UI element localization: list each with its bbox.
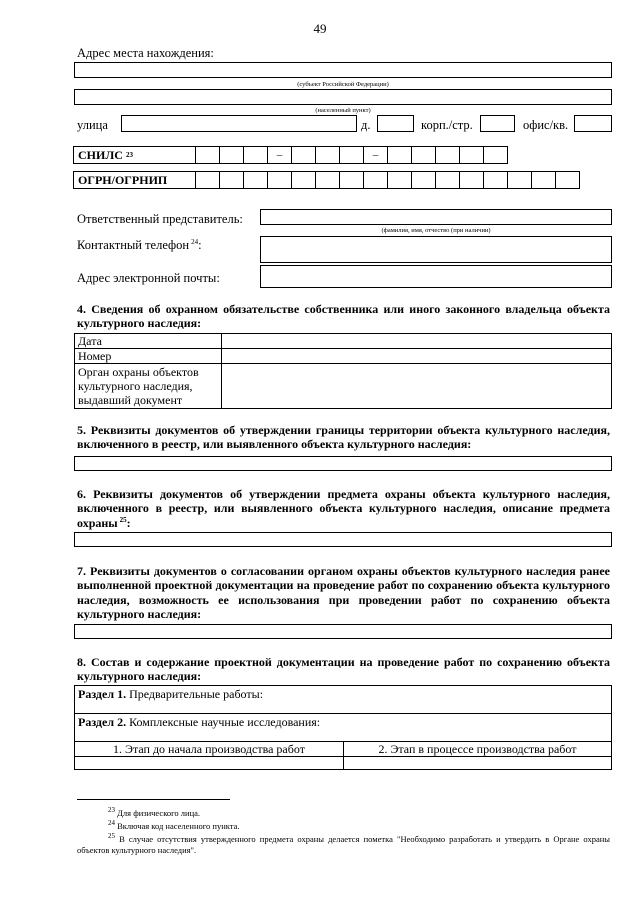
snils-digit[interactable] — [315, 146, 340, 164]
section8-table — [74, 685, 612, 770]
table-row — [75, 686, 612, 714]
part1-text: Предварительные работы: — [129, 687, 264, 701]
date-field[interactable] — [222, 334, 612, 349]
office-field[interactable] — [574, 115, 612, 132]
representative-label: Ответственный представитель: — [77, 212, 243, 226]
row-label-number: Номер — [75, 349, 222, 364]
footnote-24 — [108, 821, 240, 832]
footnote-num: 24 — [108, 819, 115, 828]
snils-dash: – — [363, 146, 388, 164]
footnote-divider — [77, 799, 230, 800]
snils-digit[interactable] — [387, 146, 412, 164]
ogrn-digit[interactable] — [243, 171, 268, 189]
email-field[interactable] — [260, 265, 612, 288]
building-field[interactable] — [480, 115, 515, 132]
snils-label: СНИЛС — [78, 147, 123, 162]
footnote-text: Включая код населенного пункта. — [117, 821, 240, 831]
snils-digit[interactable] — [243, 146, 268, 164]
section7-title: 7. Реквизиты документов о согласовании органом охраны объектов культурного наследия ранее выполненной проектной документации на проведение работ по сохранению объекта культурного наследия, возможность ее использования при проведении работ по сохранению объекта культурного наследия: — [77, 564, 610, 622]
subject-field[interactable] — [74, 62, 612, 78]
street-label: улица — [77, 118, 108, 132]
number-field[interactable] — [222, 349, 612, 364]
table-row — [75, 349, 612, 364]
stage1-field[interactable] — [75, 757, 344, 770]
ogrn-digit[interactable] — [291, 171, 316, 189]
house-field[interactable] — [377, 115, 414, 132]
ogrn-digit[interactable] — [531, 171, 556, 189]
phone-label-text: Контактный телефон — [77, 238, 190, 252]
row-label-authority: Орган охраны объектов культурного наследия, выдавший документ — [75, 364, 222, 409]
footnote-num: 25 — [108, 832, 115, 841]
snils-label-cell: СНИЛС 23 — [73, 146, 196, 164]
authority-field[interactable] — [222, 364, 612, 409]
snils-digit[interactable] — [339, 146, 364, 164]
section5-field[interactable] — [74, 456, 612, 471]
footnote-text: В случае отсутствия утвержденного предмета охраны делается пометка "Необходимо разработать и утвердить в Органе охраны объектов культурного наследия". — [77, 834, 610, 855]
part1-bold: Раздел 1. — [78, 687, 127, 701]
stage2-field[interactable] — [344, 757, 612, 770]
ogrn-digit[interactable] — [507, 171, 532, 189]
ogrn-digit[interactable] — [459, 171, 484, 189]
ogrn-digit[interactable] — [267, 171, 292, 189]
footnote-25 — [77, 834, 610, 855]
section4-table — [74, 333, 612, 409]
section8-title: 8. Состав и содержание проектной документации на проведение работ по сохранению объекта культурного наследия: — [77, 655, 610, 684]
section6-field[interactable] — [74, 532, 612, 547]
snils-grid[interactable] — [74, 146, 508, 164]
section6-title — [77, 487, 610, 530]
office-label: офис/кв. — [523, 118, 569, 132]
table-row — [75, 334, 612, 349]
ogrn-digit[interactable] — [435, 171, 460, 189]
snils-digit[interactable] — [459, 146, 484, 164]
section7-field[interactable] — [74, 624, 612, 639]
house-label: д. — [361, 118, 371, 132]
table-row — [75, 757, 612, 770]
footnote-num: 23 — [108, 806, 115, 815]
page-number: 49 — [313, 21, 327, 36]
footnote-text: Для физического лица. — [117, 808, 201, 818]
street-field[interactable] — [121, 115, 357, 132]
ogrn-digit[interactable] — [483, 171, 508, 189]
ogrn-digit[interactable] — [195, 171, 220, 189]
section5-title: 5. Реквизиты документов об утверждении границы территории объекта культурного наследия, включенного в реестр, или выявленного объекта культурного наследия: — [77, 423, 610, 452]
table-row — [75, 714, 612, 742]
phone-footnote-ref: 24 — [191, 237, 199, 246]
representative-caption: (фамилия, имя, отчество (при наличии) — [381, 227, 491, 234]
address-label: Адрес места нахождения: — [77, 46, 214, 60]
locality-caption: (населенный пункт) — [315, 107, 371, 114]
stage2-header: 2. Этап в процессе производства работ — [344, 742, 612, 757]
building-label: корп./стр. — [421, 118, 473, 132]
snils-digit[interactable] — [219, 146, 244, 164]
ogrn-label: ОГРН/ОГРНИП — [78, 172, 168, 187]
email-label: Адрес электронной почты: — [77, 271, 220, 285]
snils-digit[interactable] — [291, 146, 316, 164]
ogrn-digit[interactable] — [411, 171, 436, 189]
row-label-date: Дата — [75, 334, 222, 349]
section6-title-text: 6. Реквизиты документов об утверждении предмета охраны объекта культурного наследия, включенного в реестр, или выявленного объекта культурного наследия, описание предмета охраны — [77, 487, 610, 530]
part2-bold: Раздел 2. — [78, 715, 127, 729]
section6-footnote-ref: 25 — [119, 515, 127, 524]
section6-colon: : — [126, 515, 131, 530]
ogrn-digit[interactable] — [363, 171, 388, 189]
snils-dash: – — [267, 146, 292, 164]
table-row — [75, 364, 612, 409]
snils-digit[interactable] — [483, 146, 508, 164]
locality-field[interactable] — [74, 89, 612, 105]
subject-caption: (субъект Российской Федерации) — [297, 81, 389, 88]
part2-cell[interactable] — [75, 714, 612, 742]
table-row — [75, 742, 612, 757]
snils-digit[interactable] — [435, 146, 460, 164]
ogrn-digit[interactable] — [315, 171, 340, 189]
ogrn-digit[interactable] — [555, 171, 580, 189]
footnote-23 — [108, 808, 200, 819]
part1-cell[interactable] — [75, 686, 612, 714]
section4-title: 4. Сведения об охранном обязательстве собственника или иного законного владельца объекта культурного наследия: — [77, 302, 610, 331]
ogrn-digit[interactable] — [387, 171, 412, 189]
stage1-header: 1. Этап до начала производства работ — [75, 742, 344, 757]
part2-text: Комплексные научные исследования: — [129, 715, 321, 729]
representative-field[interactable] — [260, 209, 612, 225]
snils-digit[interactable] — [411, 146, 436, 164]
phone-field[interactable] — [260, 236, 612, 263]
ogrn-label-cell — [73, 171, 196, 189]
phone-label — [77, 238, 202, 252]
snils-digit[interactable] — [195, 146, 220, 164]
ogrn-grid[interactable] — [74, 171, 580, 189]
phone-colon: : — [198, 238, 202, 252]
ogrn-digit[interactable] — [339, 171, 364, 189]
ogrn-digit[interactable] — [219, 171, 244, 189]
